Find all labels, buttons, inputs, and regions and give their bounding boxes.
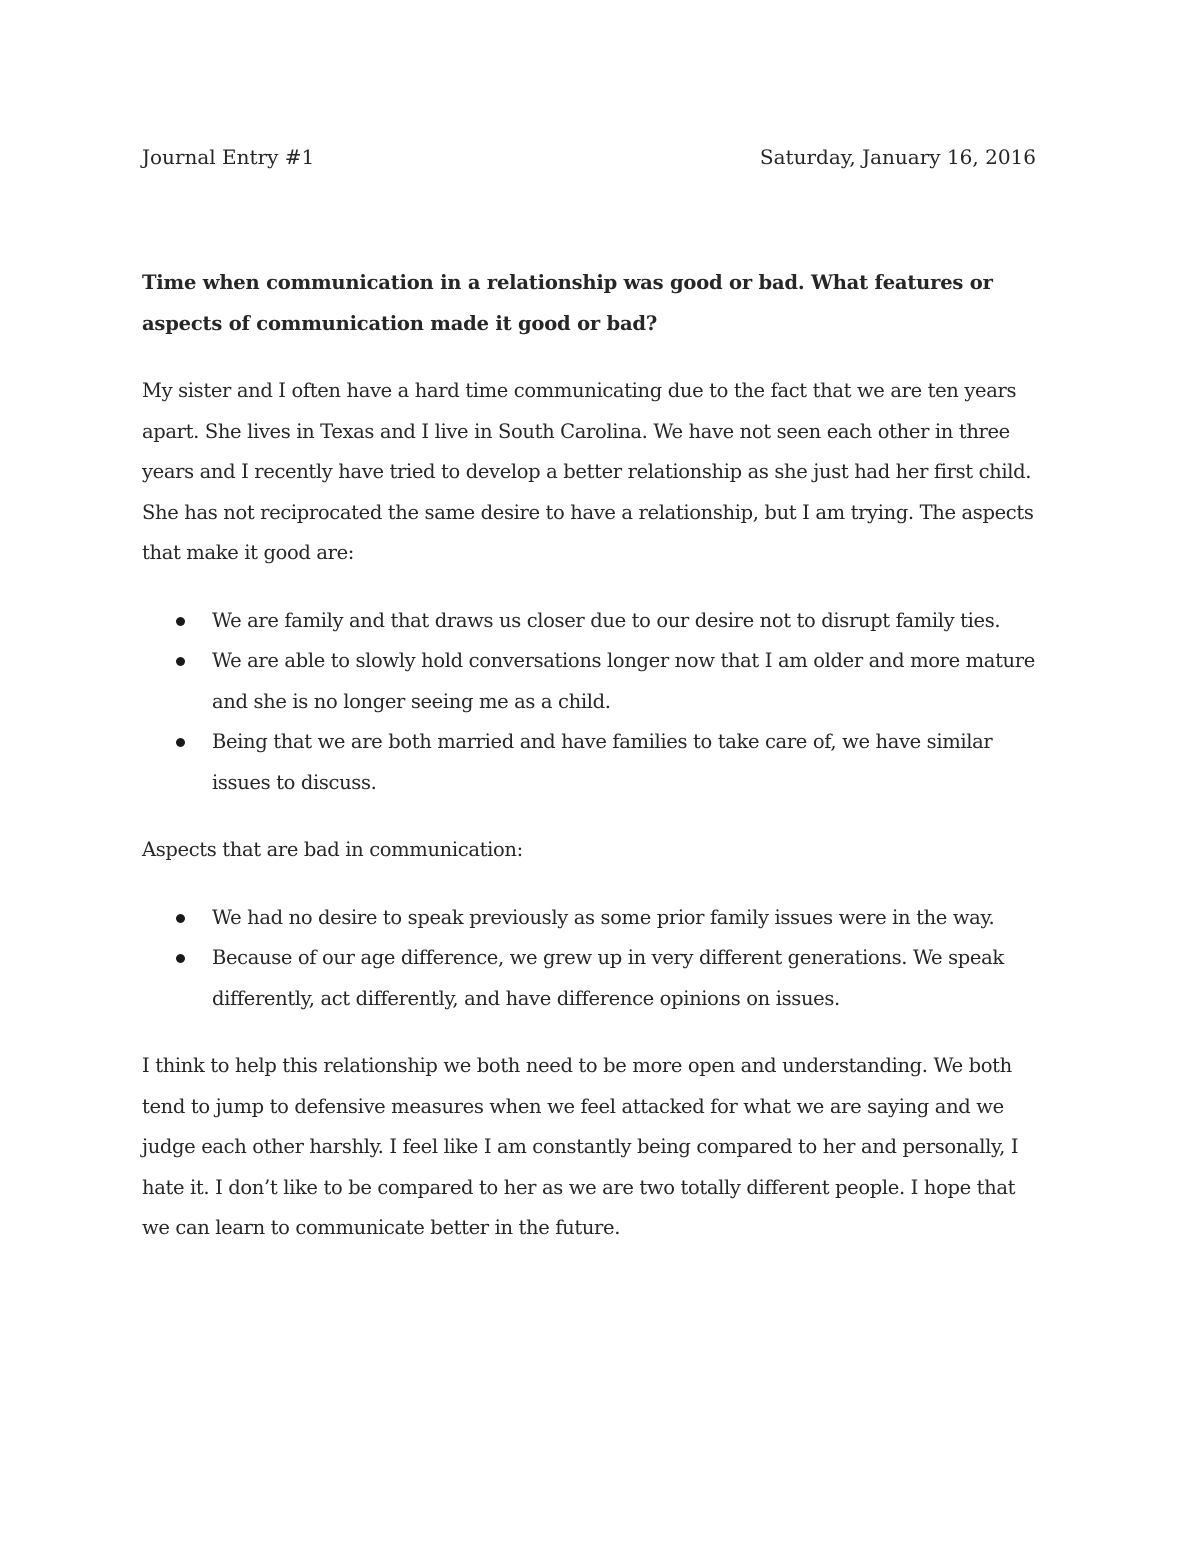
bullet-icon (176, 738, 185, 747)
list-item (142, 641, 1047, 722)
bullet-icon (176, 617, 185, 626)
bad-aspects-heading: Aspects that are bad in communication: (142, 838, 523, 861)
list-item (142, 938, 1047, 1019)
good-aspects-list (142, 601, 1047, 804)
list-item (142, 722, 1047, 803)
intro-paragraph: My sister and I often have a hard time communicating due to the fact that we are ten years apart. She lives in Texas and I live in South Carolina. We have not seen each other in three years and I recently have tried to develop a better relationship as she just had her first child. She has not reciprocated the same desire to have a relationship, but I am trying. The aspects that make it good are: (142, 379, 1034, 564)
list-item (142, 601, 1047, 642)
list-item-text: Because of our age difference, we grew up in very different generations. We speak differently, act differently, and have difference opinions on issues. (212, 946, 1004, 1010)
list-item-text: We had no desire to speak previously as some prior family issues were in the way. (212, 905, 995, 929)
bad-aspects-list (142, 898, 1047, 1020)
document-header (142, 142, 1036, 172)
list-item-text: We are family and that draws us closer due to our desire not to disrupt family ties. (212, 608, 1001, 632)
list-item (142, 898, 1047, 939)
journal-title: Journal Entry #1 (142, 145, 315, 169)
list-item-text: We are able to slowly hold conversations longer now that I am older and more mature and she is no longer seeing me as a child. (212, 649, 1035, 713)
bullet-icon (176, 657, 185, 666)
prompt-question: Time when communication in a relationship was good or bad. What features or aspects of communication made it good or bad? (142, 271, 993, 335)
conclusion-paragraph: I think to help this relationship we both need to be more open and understanding. We both tend to jump to defensive measures when we feel attacked for what we are saying and we judge each other harshly. I feel like I am constantly being compared to her and personally, I hate it. I don’t like to be compared to her as we are two totally different people. I hope that we can learn to communicate better in the future. (142, 1054, 1019, 1239)
document-body (142, 263, 1047, 1276)
bullet-icon (176, 914, 185, 923)
bullet-icon (176, 954, 185, 963)
list-item-text: Being that we are both married and have families to take care of, we have similar issues to discuss. (212, 730, 993, 794)
journal-date: Saturday, January 16, 2016 (759, 145, 1036, 169)
